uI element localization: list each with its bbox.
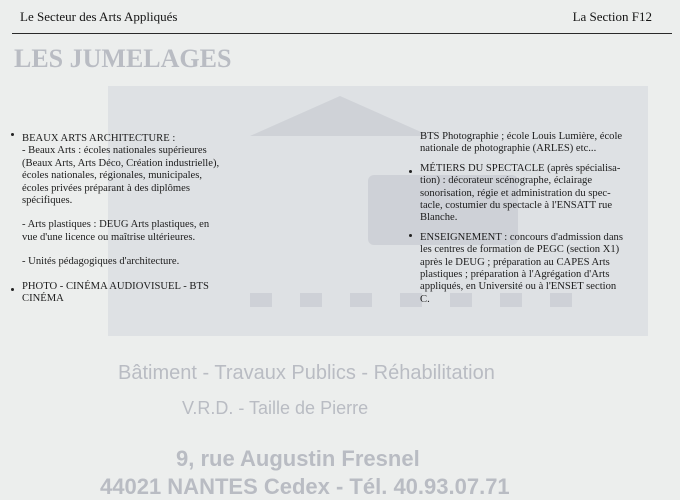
show-through-line3: 9, rue Augustin Fresnel bbox=[176, 446, 420, 471]
right-column bbox=[420, 131, 656, 306]
show-through-title: LES JUMELAGES bbox=[14, 44, 232, 73]
para-architecture bbox=[22, 256, 290, 268]
bullet-left-1 bbox=[11, 133, 14, 136]
text-line: écoles nationales, régionales, municipales, bbox=[22, 170, 203, 182]
show-through-line4: 44021 NANTES Cedex - Tél. 40.93.07.71 bbox=[100, 474, 510, 499]
show-through-line1: Bâtiment - Travaux Publics - Réhabilitation bbox=[118, 362, 495, 384]
text-line: les centres de formation de PEGC (section X1) bbox=[420, 244, 620, 256]
heading-beaux-arts: BEAUX ARTS ARCHITECTURE : bbox=[22, 133, 176, 144]
text-line: - Arts plastiques : DEUG Arts plastiques, en bbox=[22, 219, 210, 231]
text-line: plastiques ; préparation à l'Agrégation d'Arts bbox=[420, 269, 610, 281]
bullet-left-2 bbox=[11, 288, 14, 291]
show-through-line2: V.R.D. - Taille de Pierre bbox=[182, 398, 369, 418]
text-line: tion) : décorateur scénographe, éclairage bbox=[420, 175, 593, 187]
bullet-right-2 bbox=[409, 234, 412, 237]
heading-photo-cinema bbox=[22, 281, 290, 306]
left-column bbox=[22, 133, 290, 305]
show-through-roof-shape bbox=[250, 96, 430, 136]
text-line: vue d'une licence ou maîtrise ultérieures. bbox=[22, 231, 196, 243]
text-line: appliqués, en Université ou à l'ENSET section bbox=[420, 281, 617, 293]
text-line: sonorisation, régie et administration du spec- bbox=[420, 187, 611, 199]
text-line: écoles privées préparant à des diplômes bbox=[22, 182, 190, 194]
text-line: - Unités pédagogiques d'architecture. bbox=[22, 256, 180, 268]
text-line: CINÉMA bbox=[22, 293, 64, 305]
text-line: BTS Photographie ; école Louis Lumière, école bbox=[420, 131, 623, 142]
text-line: PHOTO - CINÉMA AUDIOVISUEL - BTS bbox=[22, 280, 209, 292]
text-line: - Beaux Arts : écoles nationales supérieures bbox=[22, 145, 207, 157]
text-line: (Beaux Arts, Arts Déco, Création industrielle), bbox=[22, 157, 220, 169]
running-header-right: La Section F12 bbox=[572, 9, 652, 24]
text-line: Blanche. bbox=[420, 212, 458, 224]
bullet-right-1 bbox=[409, 170, 412, 173]
text-line: tacle, costumier du spectacle à l'ENSATT rue bbox=[420, 200, 613, 212]
para-arts-plastiques bbox=[22, 219, 290, 244]
text-line: ENSEIGNEMENT : concours d'admission dans bbox=[420, 231, 623, 243]
text-line: nationale de photographie (ARLES) etc... bbox=[420, 143, 597, 155]
para-beaux-arts bbox=[22, 145, 290, 207]
text-line: C. bbox=[420, 293, 430, 305]
header-rule bbox=[12, 33, 672, 34]
text-line: MÉTIERS DU SPECTACLE (après spécialisa- bbox=[420, 162, 621, 174]
text-line: spécifiques. bbox=[22, 195, 73, 207]
para-bts-photo bbox=[420, 131, 656, 156]
para-metiers-spectacle bbox=[420, 163, 656, 225]
text-line: après le DEUG ; préparation au CAPES Arts bbox=[420, 256, 610, 268]
para-enseignement bbox=[420, 232, 656, 306]
running-header-left: Le Secteur des Arts Appliqués bbox=[20, 9, 178, 24]
